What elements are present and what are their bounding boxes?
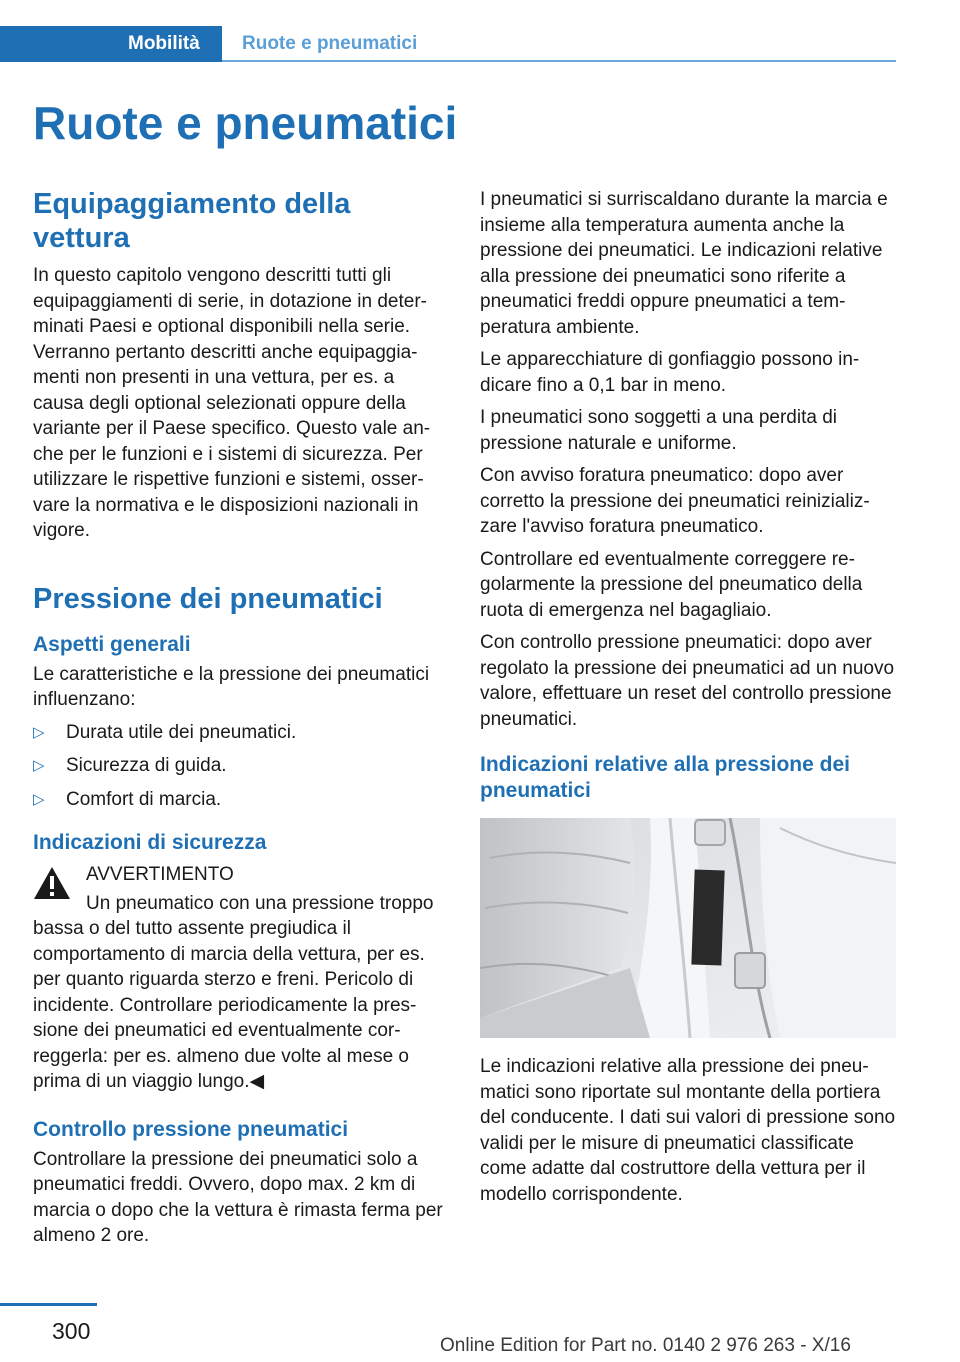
paragraph-general: Le caratteristiche e la pressione dei pneumatici influenzano: xyxy=(33,663,430,710)
warning-title: AVVERTIMENTO xyxy=(86,864,234,885)
door-pillar-photo xyxy=(480,818,896,1038)
paragraph-equipment: In questo capitolo vengono descritti tutti gli equipaggiamenti di serie, in dotazione in determinati Paesi e optional disponibili nella serie. Verranno pertanto descritti anche equipaggiamenti non presenti in una vettura, per es. a causa degli optional selezionati oppure della variante per il Paese specifico. Questo vale anche per le funzioni e i sistemi di sicurezza. Per utilizzare le rispettive funzioni e sistemi, osservare la normativa e le disposizioni nazionali in vigore. xyxy=(33,265,431,541)
warning-text: Un pneumatico con una pressione troppo bassa o del tutto assente pregiudica il comportamento di marcia della vettura, per es. per quanto riguarda sterzo e freni. Pericolo di incidente. Controllare periodicamente la pressione dei pneumatici ed eventualmente correggerla: per es. almeno due volte al mese o prima di un viaggio lungo.◀ xyxy=(33,892,434,1092)
header-chapter-label: Ruote e pneumatici xyxy=(242,33,418,54)
heading-pressure-check: Controllo pressione pneumatici xyxy=(33,1117,349,1141)
paragraph-loss: I pneumatici sono soggetti a una perdita di pressione naturale e uniforme. xyxy=(480,407,838,454)
heading-tire-pressure: Pressione dei pneumatici xyxy=(33,582,383,615)
heading-pressure-info: Indicazioni relative alla pressione dei pneumatici xyxy=(480,753,850,802)
paragraph-spare-wheel: Controllare ed eventualmente correggere regolarmente la pressione del pneumatico della ruota di emergenza nel bagagliaio. xyxy=(480,548,863,621)
paragraph-pressure-info: Le indicazioni relative alla pressione dei pneumatici sono riportate sul montante della portiera del conducente. I dati sui valori di pressione sono validi per le misure di pneumatici classificate come adatte dal costruttore della vettura per il modello corrispondente. xyxy=(480,1056,896,1205)
paragraph-flat-warning: Con avviso foratura pneumatico: dopo aver corretto la pressione dei pneumatici reinizializzare l'avviso foratura pneumatico. xyxy=(480,465,870,537)
warning-triangle-icon xyxy=(33,866,71,900)
footer-rule xyxy=(0,1303,97,1306)
left-column xyxy=(33,187,449,1256)
list-item: ▷ Comfort di marcia. xyxy=(33,787,449,813)
triangle-bullet-icon: ▷ xyxy=(33,723,45,741)
list-item: ▷ Sicurezza di guida. xyxy=(33,753,449,779)
paragraph-pressure-check: Controllare la pressione dei pneumatici solo a pneumatici freddi. Ovvero, dopo max. 2 km di marcia o dopo che la vettura è rimasta ferma per almeno 2 ore. xyxy=(33,1148,443,1246)
header-rule xyxy=(222,60,896,62)
header-section-label: Mobilità xyxy=(128,33,200,54)
triangle-bullet-icon: ▷ xyxy=(33,790,45,808)
heading-safety: Indicazioni di sicurezza xyxy=(33,831,267,854)
page-title: Ruote e pneumatici xyxy=(33,97,458,149)
list-item: ▷ Durata utile dei pneumatici. xyxy=(33,720,449,746)
paragraph-heat: I pneumatici si surriscaldano durante la marcia e insieme alla temperatura aumenta anche la pressione dei pneumatici. Le indicazioni relative alla pressione dei pneumatici sono riferite a pneumatici freddi oppure pneumatici a temperatura ambiente. xyxy=(480,189,888,338)
triangle-bullet-icon: ▷ xyxy=(33,757,45,774)
page-number: 300 xyxy=(52,1318,91,1344)
heading-general: Aspetti generali xyxy=(33,632,191,656)
paragraph-gauges: Le apparecchiature di gonfiaggio possono indicare fino a 0,1 bar in meno. xyxy=(480,349,860,396)
footer-edition: Online Edition for Part no. 0140 2 976 263 - X/16 xyxy=(440,1335,851,1356)
heading-equipment: Equipaggiamento della vettura xyxy=(33,188,351,254)
bullet-list xyxy=(33,720,449,813)
warning-box xyxy=(33,862,449,888)
right-column xyxy=(480,187,896,1214)
paragraph-pressure-monitor: Con controllo pressione pneumatici: dopo aver regolato la pressione dei pneumatici ad un nuovo valore, effettuare un reset del controllo pressione pneumatici. xyxy=(480,632,895,730)
